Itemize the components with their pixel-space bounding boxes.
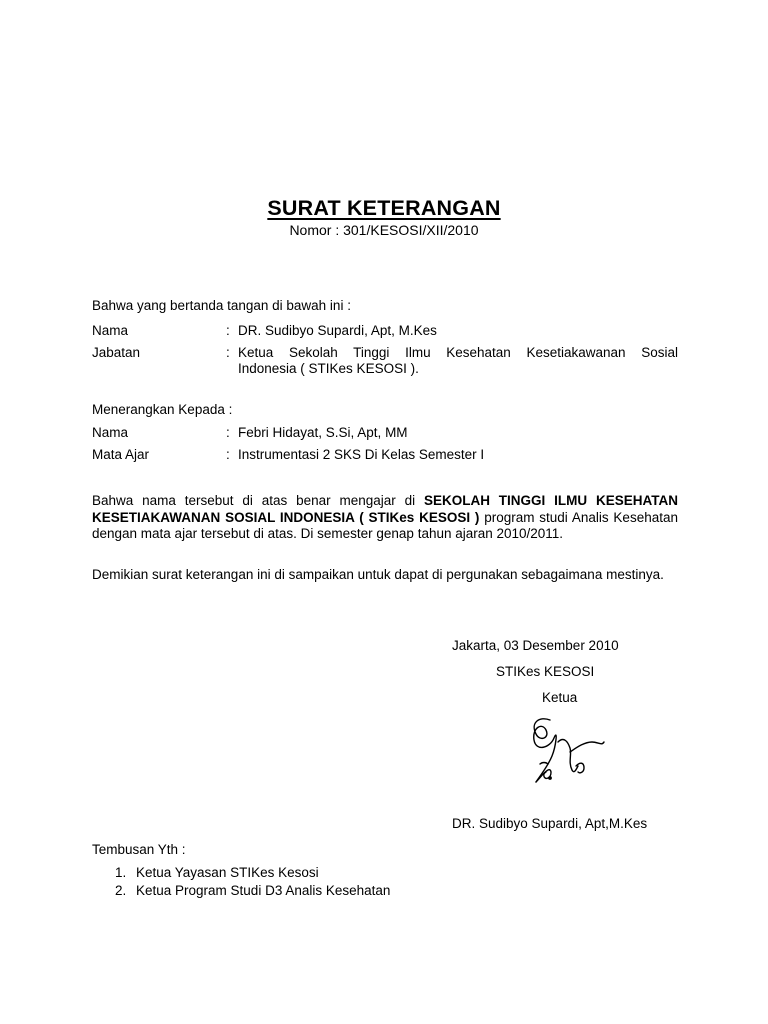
- letter-title: SURAT KETERANGAN: [267, 196, 501, 220]
- list-item-number: 1.: [115, 865, 127, 880]
- signature-position: Ketua: [542, 690, 578, 705]
- recipient-name-colon: :: [226, 425, 230, 440]
- signer-name-row: [92, 323, 678, 341]
- subject-row: [92, 447, 678, 465]
- list-item-text: Ketua Yayasan STIKes Kesosi: [136, 865, 319, 880]
- menerangkan-text: Menerangkan Kepada :: [92, 402, 233, 417]
- signature-name: DR. Sudibyo Supardi, Apt,M.Kes: [452, 816, 648, 831]
- recipient-name-row: [92, 425, 678, 443]
- handwritten-signature: [510, 712, 610, 788]
- jabatan-line-1: Ketua Sekolah Tinggi Ilmu Kesehatan Kesetiakawanan Sosial: [238, 345, 678, 360]
- body-paragraph-institution: SEKOLAH TINGGI ILMU KESEHATAN KESETIAKAWANAN SOSIAL INDONESIA ( STIKes KESOSI ): [92, 493, 678, 525]
- letter-number: Nomor : 301/KESOSI/XII/2010: [289, 222, 479, 238]
- jabatan-line-2: Indonesia ( STIKes KESOSI ).: [238, 361, 419, 376]
- subject-value: Instrumentasi 2 SKS Di Kelas Semester I: [238, 447, 485, 462]
- recipient-name-value: Febri Hidayat, S.Si, Apt, MM: [238, 425, 408, 440]
- closing-paragraph: Demikian surat keterangan ini di sampaikan untuk dapat di pergunakan sebagaimana mestinya.: [92, 567, 664, 582]
- jabatan-colon: :: [226, 345, 230, 360]
- tembusan-heading: Tembusan Yth :: [92, 842, 186, 857]
- signature-place-date: Jakarta, 03 Desember 2010: [452, 638, 619, 653]
- subject-label: Mata Ajar: [92, 447, 150, 462]
- signer-name-colon: :: [226, 323, 230, 338]
- body-paragraph-before: Bahwa nama tersebut di atas benar mengajar di: [92, 493, 424, 508]
- list-item-text: Ketua Program Studi D3 Analis Kesehatan: [136, 883, 391, 898]
- subject-colon: :: [226, 447, 230, 462]
- signer-name-label: Nama: [92, 323, 129, 338]
- signature-institution: STIKes KESOSI: [496, 664, 595, 679]
- jabatan-label: Jabatan: [92, 345, 141, 360]
- body-paragraph: [92, 493, 678, 543]
- list-item-number: 2.: [115, 883, 127, 898]
- body-paragraph-after: program studi Analis Kesehatan dengan mata ajar tersebut di atas. Di semester genap tahun ajaran 2010/2011.: [92, 509, 678, 541]
- signer-name-value: DR. Sudibyo Supardi, Apt, M.Kes: [238, 323, 437, 338]
- intro-text: Bahwa yang bertanda tangan di bawah ini :: [92, 298, 351, 313]
- recipient-name-label: Nama: [92, 425, 129, 440]
